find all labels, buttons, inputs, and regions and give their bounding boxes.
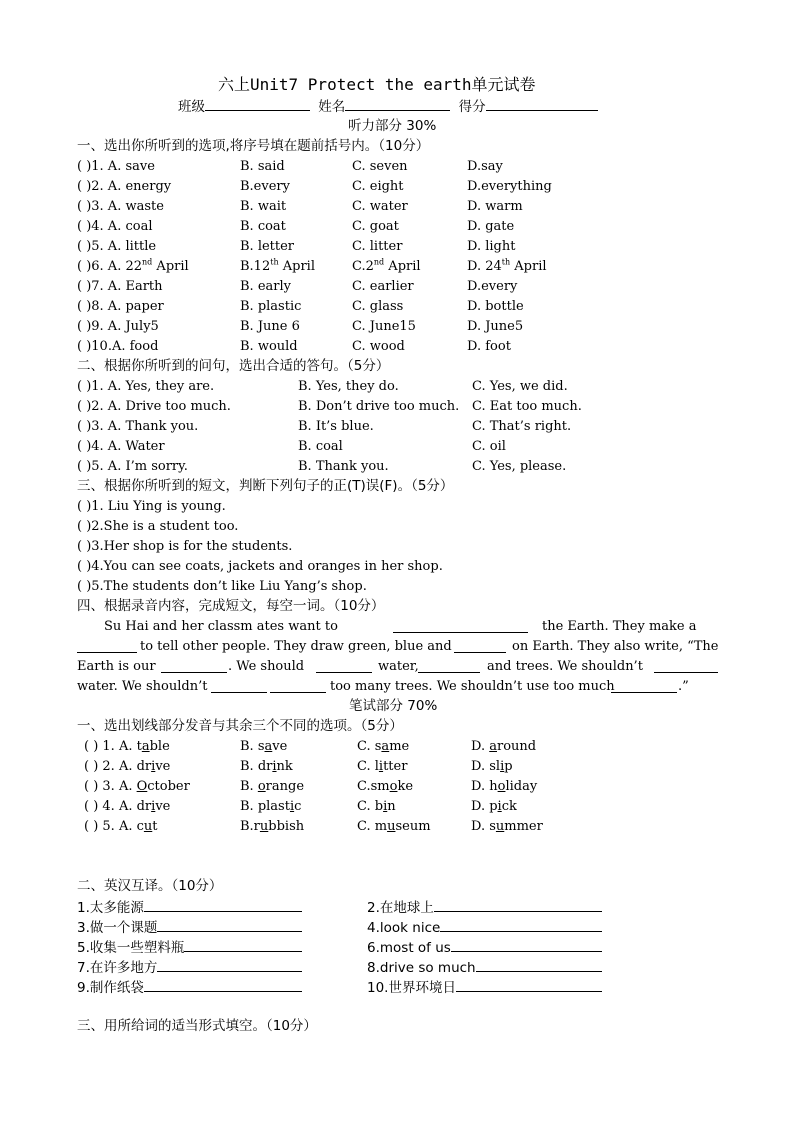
phonics-option: B. drink [240, 759, 293, 774]
phonics-option: C. litter [357, 759, 408, 774]
passage-blank-5[interactable] [316, 660, 372, 673]
option-b: B. would [240, 339, 298, 354]
written-section2-heading: 二、英汉互译。（10分） [77, 878, 223, 894]
translation-answer-blank[interactable] [157, 959, 302, 972]
phonics-question: ( ) 5. A. cut [84, 819, 158, 834]
option-b: B. coal [298, 439, 343, 454]
section2-heading: 二、根据你所听到的问句，选出合适的答句。（5分） [77, 358, 390, 374]
translation-item: 1.太多能源 [77, 899, 302, 916]
translation-item: 8.drive so much [367, 959, 602, 976]
phonics-option: C. bin [357, 799, 396, 814]
translation-item: 10.世界环境日 [367, 979, 602, 996]
written-section3-heading: 三、用所给词的适当形式填空。（10分） [77, 1018, 317, 1034]
option-b: B. early [240, 279, 291, 294]
phonics-question: ( ) 1. A. table [84, 739, 170, 754]
option-c: C. Yes, please. [472, 459, 567, 474]
passage-line-4b: too many trees. We shouldn’t use too much [330, 679, 615, 694]
option-c: C. That’s right. [472, 419, 572, 434]
passage-line-1b: the Earth. They make a [542, 619, 697, 634]
phonics-option: D. holiday [471, 779, 538, 794]
translation-item: 3.做一个课题 [77, 919, 302, 936]
translation-answer-blank[interactable] [476, 959, 602, 972]
option-c: C.2nd April [352, 257, 421, 274]
option-c: C. oil [472, 439, 506, 454]
option-c: C. June15 [352, 319, 416, 334]
option-c: C. eight [352, 179, 404, 194]
class-field[interactable] [205, 98, 310, 111]
option-d: D. warm [467, 199, 523, 214]
section3-heading: 三、根据你所听到的短文，判断下列句子的正(T)误(F)。（5分） [77, 478, 454, 494]
passage-blank-4[interactable] [161, 660, 227, 673]
passage-blank-1[interactable] [393, 620, 528, 633]
phonics-option: D. slip [471, 759, 513, 774]
page-title: 六上Unit7 Protect the earth单元试卷 [218, 75, 536, 94]
phonics-question: ( ) 2. A. drive [84, 759, 171, 774]
phonics-option: D. summer [471, 819, 543, 834]
passage-line-1: Su Hai and her classm ates want to [104, 619, 338, 634]
passage-blank-7[interactable] [654, 660, 718, 673]
question-item: ( )6. A. 22nd April [77, 257, 189, 274]
option-d: D. light [467, 239, 516, 254]
option-b: B.every [240, 179, 290, 194]
question-item: ( )3. A. Thank you. [77, 419, 199, 434]
passage-line-2: to tell other people. They draw green, blue and [140, 639, 452, 654]
option-c: C. glass [352, 299, 404, 314]
written-section1-heading: 一、选出划线部分发音与其余三个不同的选项。（5分） [77, 718, 403, 734]
name-field[interactable] [345, 98, 450, 111]
option-b: B. Don’t drive too much. [298, 399, 460, 414]
translation-answer-blank[interactable] [440, 919, 602, 932]
question-item: ( )9. A. July5 [77, 319, 159, 334]
option-d: D.every [467, 279, 518, 294]
question-item: ( )2. A. energy [77, 179, 172, 194]
option-d: D.everything [467, 179, 552, 194]
true-false-item: ( )3.Her shop is for the students. [77, 539, 293, 554]
listening-header: 听力部分 30% [348, 118, 437, 134]
option-d: D. bottle [467, 299, 524, 314]
phonics-option: D. around [471, 739, 537, 754]
phonics-option: C.smoke [357, 779, 414, 794]
score-label: 得分 [458, 99, 486, 115]
question-item: ( )2. A. Drive too much. [77, 399, 231, 414]
translation-item: 7.在许多地方 [77, 959, 302, 976]
translation-answer-blank[interactable] [434, 899, 602, 912]
question-item: ( )4. A. coal [77, 219, 153, 234]
option-b: B. June 6 [240, 319, 300, 334]
option-b: B. said [240, 159, 285, 174]
translation-item: 2.在地球上 [367, 899, 602, 916]
option-b: B. coat [240, 219, 286, 234]
translation-answer-blank[interactable] [184, 939, 302, 952]
score-field[interactable] [486, 98, 598, 111]
option-d: D. 24th April [467, 257, 547, 274]
question-item: ( )8. A. paper [77, 299, 164, 314]
option-c: C. goat [352, 219, 399, 234]
option-d: D. gate [467, 219, 515, 234]
phonics-question: ( ) 4. A. drive [84, 799, 171, 814]
phonics-option: C. museum [357, 819, 431, 834]
option-c: C. seven [352, 159, 408, 174]
question-item: ( )4. A. Water [77, 439, 165, 454]
option-b: B.12th April [240, 257, 315, 274]
question-item: ( )5. A. little [77, 239, 157, 254]
option-c: C. litter [352, 239, 403, 254]
phonics-option: B. plastic [240, 799, 302, 814]
question-item: ( )7. A. Earth [77, 279, 163, 294]
passage-blank-10[interactable] [611, 680, 677, 693]
option-c: C. earlier [352, 279, 414, 294]
option-b: B. Thank you. [298, 459, 389, 474]
option-b: B. letter [240, 239, 295, 254]
option-d: D.say [467, 159, 503, 174]
passage-line-4: water. We shouldn’t [77, 679, 208, 694]
phonics-option: C. same [357, 739, 410, 754]
passage-blank-6[interactable] [418, 660, 480, 673]
translation-answer-blank[interactable] [157, 919, 302, 932]
translation-answer-blank[interactable] [144, 899, 302, 912]
translation-item: 4.look nice [367, 919, 602, 936]
passage-blank-9[interactable] [270, 680, 326, 693]
translation-item: 5.收集一些塑料瓶 [77, 939, 302, 956]
question-item: ( )5. A. I’m sorry. [77, 459, 188, 474]
phonics-option: B. orange [240, 779, 305, 794]
option-b: B. It’s blue. [298, 419, 374, 434]
phonics-option: D. pick [471, 799, 517, 814]
question-item: ( )1. A. Yes, they are. [77, 379, 215, 394]
written-header: 笔试部分 70% [349, 698, 438, 714]
translation-answer-blank[interactable] [451, 939, 602, 952]
true-false-item: ( )1. Liu Ying is young. [77, 499, 226, 514]
option-c: C. water [352, 199, 408, 214]
option-b: B. wait [240, 199, 287, 214]
passage-line-4c: .” [678, 679, 689, 694]
translation-item: 9.制作纸袋 [77, 979, 302, 996]
passage-line-3c: water, [378, 659, 419, 674]
true-false-item: ( )2.She is a student too. [77, 519, 239, 534]
option-d: D. June5 [467, 319, 524, 334]
name-label: 姓名 [318, 99, 346, 115]
option-b: B. plastic [240, 299, 302, 314]
passage-line-2b: on Earth. They also write, “The [512, 639, 719, 654]
passage-blank-2[interactable] [77, 640, 137, 653]
section1-heading: 一、选出你所听到的选项,将序号填在题前括号内。（10分） [77, 138, 430, 154]
question-item: ( )10.A. food [77, 339, 159, 354]
student-info-line [178, 98, 598, 115]
true-false-item: ( )5.The students don’t like Liu Yang’s shop. [77, 579, 367, 594]
option-c: C. Eat too much. [472, 399, 582, 414]
option-c: C. Yes, we did. [472, 379, 568, 394]
translation-answer-blank[interactable] [456, 979, 602, 992]
passage-blank-3[interactable] [454, 640, 506, 653]
phonics-option: B.rubbish [240, 819, 305, 834]
translation-item: 6.most of us [367, 939, 602, 956]
option-b: B. Yes, they do. [298, 379, 399, 394]
question-item: ( )1. A. save [77, 159, 155, 174]
phonics-option: B. save [240, 739, 288, 754]
phonics-question: ( ) 3. A. October [84, 779, 190, 794]
passage-line-3d: and trees. We shouldn’t [487, 659, 643, 674]
class-label: 班级 [178, 99, 205, 115]
passage-blank-8[interactable] [211, 680, 267, 693]
option-c: C. wood [352, 339, 405, 354]
passage-line-3: Earth is our [77, 659, 156, 674]
translation-answer-blank[interactable] [144, 979, 302, 992]
true-false-item: ( )4.You can see coats, jackets and oranges in her shop. [77, 559, 443, 574]
question-item: ( )3. A. waste [77, 199, 164, 214]
section4-heading: 四、根据录音内容，完成短文，每空一词。（10分） [77, 598, 385, 614]
option-d: D. foot [467, 339, 511, 354]
passage-line-3b: . We should [228, 659, 305, 674]
